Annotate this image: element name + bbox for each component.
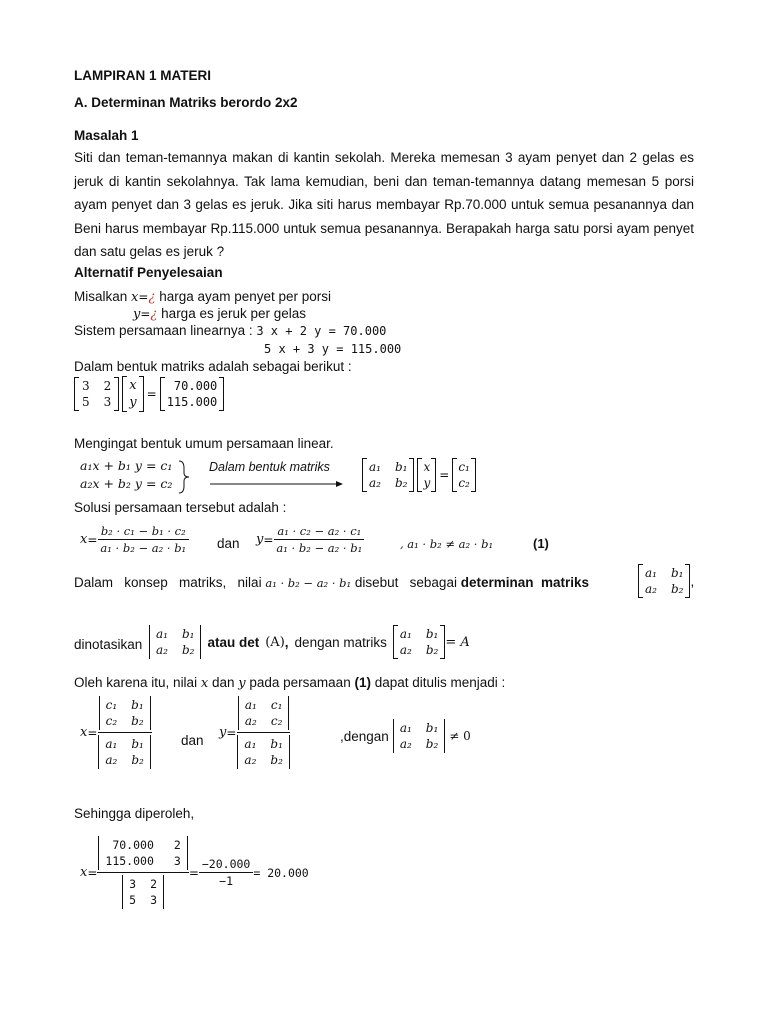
y-description: harga es jeruk per gelas	[161, 306, 307, 321]
condition: , a₁ · b₂ ≠ a₂ · b₁	[400, 537, 494, 551]
concept-expression: a₁ · b₂ − a₂ · b₁	[265, 576, 352, 590]
cramer-y-num-cell: c₁	[270, 698, 283, 712]
condition-det-cell: a₂	[399, 737, 412, 751]
cramer-x-num-cell: c₂	[105, 714, 118, 728]
x-description: harga ayam penyet per porsi	[159, 289, 332, 304]
y-numerator: a₁ · c₂ − a₂ · c₁	[274, 524, 364, 540]
concept-matrix-cell: a₂	[645, 582, 657, 596]
dengan-label: ,dengan	[340, 728, 389, 744]
eq-sign: =	[146, 387, 157, 401]
condition-det-cell: a₁	[399, 721, 412, 735]
notation-line	[149, 625, 470, 659]
matrix-A-cell: a₁	[399, 627, 412, 641]
calc-num-det-cell: 3	[173, 854, 181, 868]
var-x: x	[80, 532, 88, 547]
cramer-y-den-cell: a₁	[244, 737, 257, 751]
condition-determinant	[393, 719, 445, 753]
x-numerator: b₂ · c₁ − b₁ · c₂	[98, 524, 189, 540]
solution-heading: Alternatif Penyelesaian	[74, 265, 223, 280]
atau-det: atau det	[207, 634, 260, 650]
general-eq-2: a₂x + b₂ y = c₂	[80, 476, 173, 491]
calc-fraction	[199, 857, 253, 888]
general-matrix-equation	[362, 458, 476, 492]
calc-numerator: −20.000	[199, 857, 253, 873]
general-intro: Mengingat bentuk umum persamaan linear.	[74, 436, 334, 451]
coef-matrix-cell: 5	[82, 395, 90, 409]
variable-vector	[122, 376, 143, 412]
matrix-A-cell: b₂	[425, 643, 439, 657]
var-x: x	[131, 290, 139, 305]
therefore-text-4: dapat ditulis menjadi :	[374, 675, 506, 690]
problem-text: Siti dan teman-temannya makan di kantin sekolah. Mereka memesan 3 ayam penyet dan 2 gelas es jeruk di kantin sekolahnya. Tak lama kemudian, beni dan teman-temannya datang memesan 5 porsi ayam penyet dan 3 gelas es jeruk. Jika siti harus membayar Rp.70.000 untuk semua pesanannya dan Beni harus membayar Rp.115.000 untuk semua pesanannya. Berapakah harga satu porsi ayam penyet dan satu gelas es jeruk ?	[74, 150, 694, 259]
eq-sign: =	[138, 290, 149, 304]
rhs-value-1: 70.000	[173, 379, 218, 393]
calc-denominator: −1	[219, 874, 234, 888]
matrix-A-cell: b₁	[425, 627, 439, 641]
eq-sign: =	[226, 725, 237, 740]
final-calculation	[80, 836, 309, 909]
cramer-y-den-cell: a₂	[244, 753, 257, 767]
calc-det-fraction	[97, 836, 188, 909]
calc-den-det-cell: 3	[129, 877, 137, 891]
coefficient-matrix	[74, 377, 119, 411]
condition-det-cell: b₂	[425, 737, 439, 751]
cramer-x-num-cell: b₂	[131, 714, 144, 728]
notation-det-cell: a₂	[156, 643, 168, 657]
eq-sign: =	[87, 725, 98, 740]
glyph-i: ¿	[150, 307, 158, 322]
therefore-bold: (1)	[354, 675, 371, 690]
arrow-label: Dalam bentuk matriks	[209, 460, 330, 474]
calc-num-det-cell: 70.000	[112, 838, 154, 852]
notation-det-cell: b₁	[181, 627, 195, 641]
dan-label-2: dan	[181, 733, 204, 748]
cramer-y-num-cell: c₂	[270, 714, 283, 728]
therefore-line	[74, 675, 505, 691]
problem-heading: Masalah 1	[74, 128, 139, 143]
solution-intro: Solusi persamaan tersebut adalah :	[74, 500, 287, 515]
comma: ,	[284, 634, 289, 650]
arrow-icon	[210, 476, 345, 486]
cramer-x-fraction	[97, 696, 151, 769]
system-line	[74, 323, 386, 338]
coef-matrix-cell: 2	[103, 379, 112, 393]
calc-result: = 20.000	[253, 865, 309, 880]
notation-determinant	[149, 625, 201, 659]
therefore-text-1: Oleh karena itu, nilai	[74, 675, 198, 690]
cramer-x-den-cell: b₁	[131, 737, 144, 751]
det-argument: (A)	[265, 634, 285, 650]
vec-x: x	[423, 460, 431, 474]
concept-text-1: Dalam konsep matriks, nilai	[74, 575, 262, 590]
eq-sign: =	[140, 307, 151, 321]
dengan-matriks: dengan matriks	[294, 634, 387, 650]
cramer-x-den-cell: a₂	[105, 753, 118, 767]
matrix-A-label: = A	[445, 634, 470, 650]
vec-x: x	[129, 378, 137, 393]
var-x: x	[80, 725, 88, 740]
let-line-x	[74, 289, 331, 305]
neq-zero: ≠ 0	[449, 729, 471, 743]
cramer-y-den-cell: b₁	[270, 737, 283, 751]
gen-rhs-1: c₁	[458, 460, 470, 474]
eq-sign: =	[188, 865, 199, 880]
y-formula	[256, 524, 365, 555]
eq-sign: =	[439, 468, 450, 482]
calc-den-det-cell: 2	[150, 877, 158, 891]
notation-det-cell: a₁	[156, 627, 168, 641]
brace-icon	[178, 460, 186, 492]
therefore-text-3: pada persamaan	[249, 675, 351, 690]
vec-y: y	[129, 395, 137, 410]
equation-1: 3 x + 2 y = 70.000	[256, 324, 387, 338]
eq-sign: =	[87, 532, 98, 547]
x-denominator: a₁ · b₂ − a₂ · b₁	[100, 541, 187, 555]
gen-matrix-cell: a₁	[369, 460, 381, 474]
cramer-y-num-cell: a₂	[244, 714, 257, 728]
cramer-x	[80, 696, 152, 769]
cramer-x-num-cell: b₁	[131, 698, 144, 712]
concept-text-2: disebut sebagai	[354, 575, 457, 590]
var-x: x	[200, 676, 209, 691]
cramer-x-den-cell: a₁	[105, 737, 118, 751]
concept-bold: determinan matriks	[460, 575, 590, 590]
concept-matrix-cell: a₁	[645, 566, 657, 580]
var-y: y	[256, 532, 264, 547]
condition-det-cell: b₁	[425, 721, 439, 735]
var-y: y	[238, 676, 246, 691]
comma: ,	[690, 573, 695, 589]
rhs-value-2: 115.000	[166, 395, 218, 409]
calc-den-det-cell: 5	[129, 893, 137, 907]
calc-den-det-cell: 3	[150, 893, 158, 907]
section-heading: A. Determinan Matriks berordo 2x2	[74, 95, 298, 110]
gen-matrix-cell: b₂	[394, 476, 408, 490]
nonzero-condition	[340, 719, 471, 753]
calc-num-det-cell: 2	[173, 838, 181, 852]
glyph-i: ¿	[148, 290, 156, 305]
general-coef-matrix	[362, 458, 414, 492]
equation-number: (1)	[533, 536, 549, 551]
rhs-vector	[160, 377, 225, 411]
let-label: Misalkan	[74, 289, 128, 304]
cramer-y-num-cell: a₁	[244, 698, 257, 712]
coef-matrix-cell: 3	[103, 395, 112, 409]
gen-rhs-2: c₂	[458, 476, 470, 490]
matrix-A-cell: a₂	[399, 643, 412, 657]
matrix-intro: Dalam bentuk matriks adalah sebagai berikut :	[74, 359, 352, 374]
cramer-x-num-cell: c₁	[105, 698, 118, 712]
x-formula	[80, 524, 189, 555]
x-fraction	[97, 524, 189, 555]
cramer-y	[219, 696, 291, 769]
gen-matrix-cell: a₂	[369, 476, 381, 490]
general-eq-1: a₁x + b₁ y = c₁	[80, 458, 173, 473]
gen-matrix-cell: b₁	[394, 460, 408, 474]
y-fraction	[273, 524, 365, 555]
concept-matrix-bracket	[638, 564, 690, 598]
matrix-A-bracket	[393, 625, 445, 659]
eq-sign: =	[87, 865, 98, 880]
therefore-text-2: dan	[211, 675, 235, 690]
hence-label: Sehingga diperoleh,	[74, 806, 195, 821]
general-var-vector	[417, 458, 436, 492]
concept-matrix	[638, 564, 694, 598]
var-y: y	[133, 307, 141, 322]
cramer-y-den-cell: b₂	[270, 753, 283, 767]
cramer-y-fraction	[236, 696, 290, 769]
var-x: x	[80, 865, 88, 880]
system-label: Sistem persamaan linearnya :	[74, 323, 253, 338]
dan-label: dan	[217, 536, 240, 551]
eq-sign: =	[263, 532, 274, 547]
concept-matrix-cell: b₁	[670, 566, 684, 580]
cramer-x-den-cell: b₂	[131, 753, 144, 767]
notated-label: dinotasikan	[74, 637, 143, 652]
equation-2: 5 x + 3 y = 115.000	[264, 342, 402, 356]
numeric-matrix-equation	[74, 376, 224, 412]
concept-line	[74, 575, 589, 590]
general-rhs-vector	[452, 458, 476, 492]
document-title: LAMPIRAN 1 MATERI	[74, 68, 211, 83]
vec-y: y	[423, 476, 431, 490]
notation-det-cell: b₂	[181, 643, 195, 657]
concept-matrix-cell: b₂	[670, 582, 684, 596]
coef-matrix-cell: 3	[82, 379, 90, 393]
calc-num-det-cell: 115.000	[105, 854, 154, 868]
var-y: y	[219, 725, 227, 740]
let-line-y	[133, 306, 306, 322]
y-denominator: a₁ · b₂ − a₂ · b₁	[276, 541, 363, 555]
